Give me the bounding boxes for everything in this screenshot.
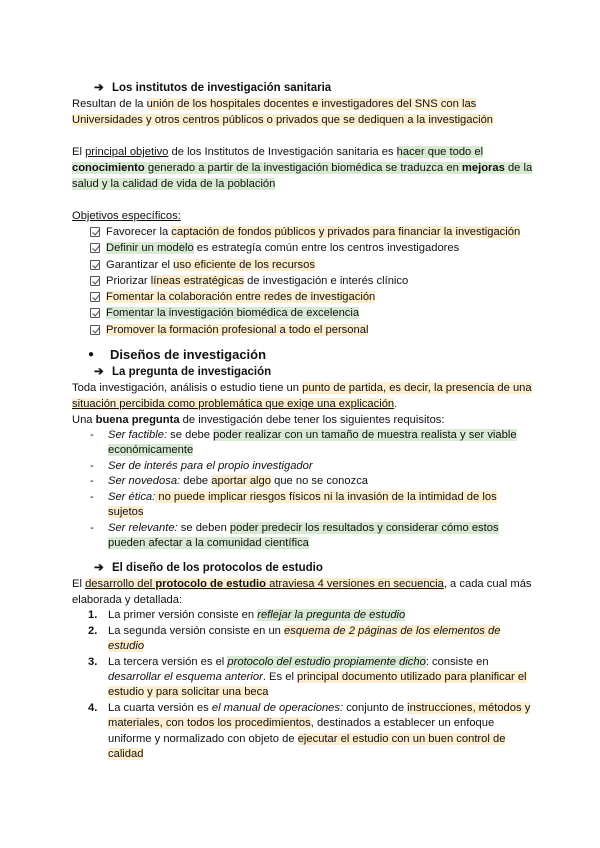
text-run: La segunda versión consiste en un bbox=[108, 624, 285, 637]
requirements-list bbox=[72, 428, 534, 551]
text-run: se deben bbox=[177, 521, 230, 534]
text-run: captación de fondos públicos y privados para financiar la investigación bbox=[171, 226, 521, 238]
text-run: reflejar la pregunta de estudio bbox=[257, 609, 406, 622]
arrow-icon: ➔ bbox=[94, 562, 104, 575]
arrow-icon: ➔ bbox=[94, 366, 104, 379]
dash-bullet-icon: - bbox=[90, 459, 94, 472]
text-run: poder realizar con un tamaño de muestra realista y ser viable económicamente bbox=[108, 429, 517, 457]
text-run: se debe bbox=[167, 429, 214, 442]
text-run: conocimiento bbox=[72, 162, 145, 174]
item-number: 3. bbox=[88, 655, 98, 668]
arrow-icon: ➔ bbox=[94, 82, 104, 94]
dash-bullet-icon: - bbox=[90, 521, 94, 534]
bullet-icon: ● bbox=[88, 349, 95, 361]
numbered-item bbox=[72, 624, 534, 655]
list-item bbox=[72, 490, 534, 521]
text-run: La cuarta versión es bbox=[108, 701, 212, 714]
text-run: punto de partida, es decir, la presencia de una bbox=[302, 382, 532, 395]
versions-list bbox=[72, 608, 534, 762]
text-run: Fomentar la investigación biomédica de excelencia bbox=[106, 307, 360, 320]
text-run: ejecutar el estudio con un buen control de calidad bbox=[108, 732, 506, 760]
dash-bullet-icon: - bbox=[90, 490, 94, 503]
paragraph-institutos-intro bbox=[72, 96, 534, 128]
subheading-pregunta: ➔ La pregunta de investigación bbox=[94, 366, 272, 379]
text-run: Garantizar el bbox=[106, 258, 174, 271]
text-run: protocolo del estudio propiamente dicho bbox=[227, 655, 426, 668]
checkbox-checked-icon[interactable] bbox=[90, 227, 100, 237]
text-run: Priorizar bbox=[106, 274, 151, 287]
text-run: aportar algo bbox=[211, 475, 271, 488]
text-run: El bbox=[72, 146, 86, 158]
section-heading-disenos: ● Diseños de investigación bbox=[88, 347, 267, 363]
paragraph-punto-de-partida bbox=[72, 380, 534, 412]
item-number: 2. bbox=[88, 624, 98, 637]
text-run: no puede implicar riesgos físicos ni la invasión de la intimidad de los sujetos bbox=[108, 490, 497, 519]
text-run: conjunto de bbox=[343, 701, 408, 714]
paragraph-desarrollo-protocolo bbox=[72, 576, 534, 608]
text-run: de los Institutos de Investigación sanitaria es bbox=[168, 146, 397, 158]
list-item bbox=[72, 459, 534, 474]
list-item bbox=[72, 474, 534, 489]
list-item bbox=[72, 428, 534, 459]
text-run: de la salud y la calidad de vida de la población bbox=[72, 162, 533, 190]
text-run: : consiste en bbox=[425, 655, 489, 668]
document-page bbox=[72, 80, 534, 762]
list-item bbox=[72, 521, 534, 552]
objectives-label: Objetivos específicos: bbox=[72, 210, 181, 222]
text-run: Toda investigación, análisis o estudio tiene un bbox=[72, 382, 303, 395]
text-run: protocolo de estudio bbox=[155, 578, 266, 591]
text-run: Ser factible: bbox=[108, 429, 168, 442]
text-run: unión de los hospitales docentes e investigadores del SNS con las Universidades y otros centros públicos o privados que se dediquen a la investigación bbox=[72, 98, 494, 126]
section-heading-institutos: ➔ Los institutos de investigación sanitaria bbox=[94, 82, 332, 94]
numbered-item bbox=[72, 701, 534, 763]
text-run: poder predecir los resultados y considerar cómo estos pueden afectar a la comunidad científica bbox=[108, 521, 499, 549]
text-run: principal documento utilizado para planificar el estudio y para solicitar una beca bbox=[108, 670, 527, 699]
checklist-item bbox=[72, 305, 534, 321]
text-run: situación percibida como problemática que exige una explicación bbox=[72, 398, 395, 411]
text-run: mejoras bbox=[461, 162, 505, 174]
text-run: que no se conozca bbox=[270, 475, 369, 488]
text-run: Resultan de la bbox=[72, 98, 147, 110]
text-run: Ser relevante: bbox=[108, 521, 178, 534]
text-run: esquema de 2 páginas de los elementos de estudio bbox=[108, 624, 501, 653]
text-run: La tercera versión es el bbox=[108, 655, 228, 668]
text-run: generado a partir de la investigación biomédica se traduzca en bbox=[144, 162, 462, 174]
text-run: instrucciones, métodos y materiales, con todos los procedimientos bbox=[108, 701, 531, 730]
text-run: Una bbox=[72, 414, 96, 427]
text-run: . Es el bbox=[262, 670, 298, 683]
dash-bullet-icon: - bbox=[90, 429, 94, 442]
checklist-item bbox=[72, 322, 534, 338]
checklist-item bbox=[72, 257, 534, 273]
checklist-item bbox=[72, 289, 534, 305]
text-run: Ser ética: bbox=[108, 490, 156, 503]
text-run: líneas estratégicas bbox=[150, 274, 245, 287]
text-run: . bbox=[394, 398, 398, 411]
checkbox-checked-icon[interactable] bbox=[90, 276, 100, 286]
checklist-item bbox=[72, 240, 534, 256]
text-run: Definir un modelo bbox=[106, 242, 194, 255]
objectives-checklist bbox=[72, 224, 534, 338]
checkbox-checked-icon[interactable] bbox=[90, 292, 100, 302]
text-run: es estrategía común entre los centros investigadores bbox=[193, 242, 460, 255]
dash-bullet-icon: - bbox=[90, 475, 94, 488]
item-number: 1. bbox=[88, 609, 98, 622]
text-run: hacer que todo el bbox=[396, 146, 484, 158]
text-run: buena pregunta bbox=[95, 414, 180, 427]
text-run: debe bbox=[180, 475, 212, 488]
text-run: Promover la formación profesional a todo el personal bbox=[106, 323, 369, 336]
text-run: el manual de operaciones: bbox=[211, 701, 344, 714]
text-run: desarrollo del bbox=[85, 578, 156, 591]
checkbox-checked-icon[interactable] bbox=[90, 325, 100, 335]
text-run: uso eficiente de los recursos bbox=[173, 258, 315, 271]
text-run: atraviesa 4 versiones en secuencia bbox=[265, 578, 444, 591]
text-run: Favorecer la bbox=[106, 226, 172, 238]
checkbox-checked-icon[interactable] bbox=[90, 308, 100, 318]
text-run: de investigación debe tener los siguientes requisitos: bbox=[179, 414, 445, 427]
text-run: Ser de interés para el propio investigador bbox=[108, 459, 313, 472]
text-run: principal objetivo bbox=[85, 146, 169, 158]
text-run: de investigación e interés clínico bbox=[244, 274, 409, 287]
checklist-item bbox=[72, 224, 534, 240]
text-run: Ser novedosa: bbox=[108, 475, 181, 488]
numbered-item bbox=[72, 655, 534, 701]
paragraph-principal-objetivo bbox=[72, 144, 534, 192]
text-run: Fomentar la colaboración entre redes de investigación bbox=[106, 291, 376, 304]
text-run: La primer versión consiste en bbox=[108, 609, 258, 622]
numbered-item bbox=[72, 608, 534, 623]
item-number: 4. bbox=[88, 701, 98, 714]
text-run: desarrollar el esquema anterior bbox=[108, 670, 263, 683]
checklist-item bbox=[72, 273, 534, 289]
subheading-protocolos: ➔ El diseño de los protocolos de estudio bbox=[94, 562, 323, 575]
paragraph-buena-pregunta bbox=[72, 412, 534, 428]
checkbox-checked-icon[interactable] bbox=[90, 260, 100, 270]
checkbox-checked-icon[interactable] bbox=[90, 243, 100, 253]
text-run: El bbox=[72, 578, 86, 591]
text-run: , destinados a establecer un enfoque uniforme y normalizado con objeto de bbox=[108, 717, 495, 745]
text-run: , a cada cual más elaborada y detallada: bbox=[72, 578, 532, 607]
